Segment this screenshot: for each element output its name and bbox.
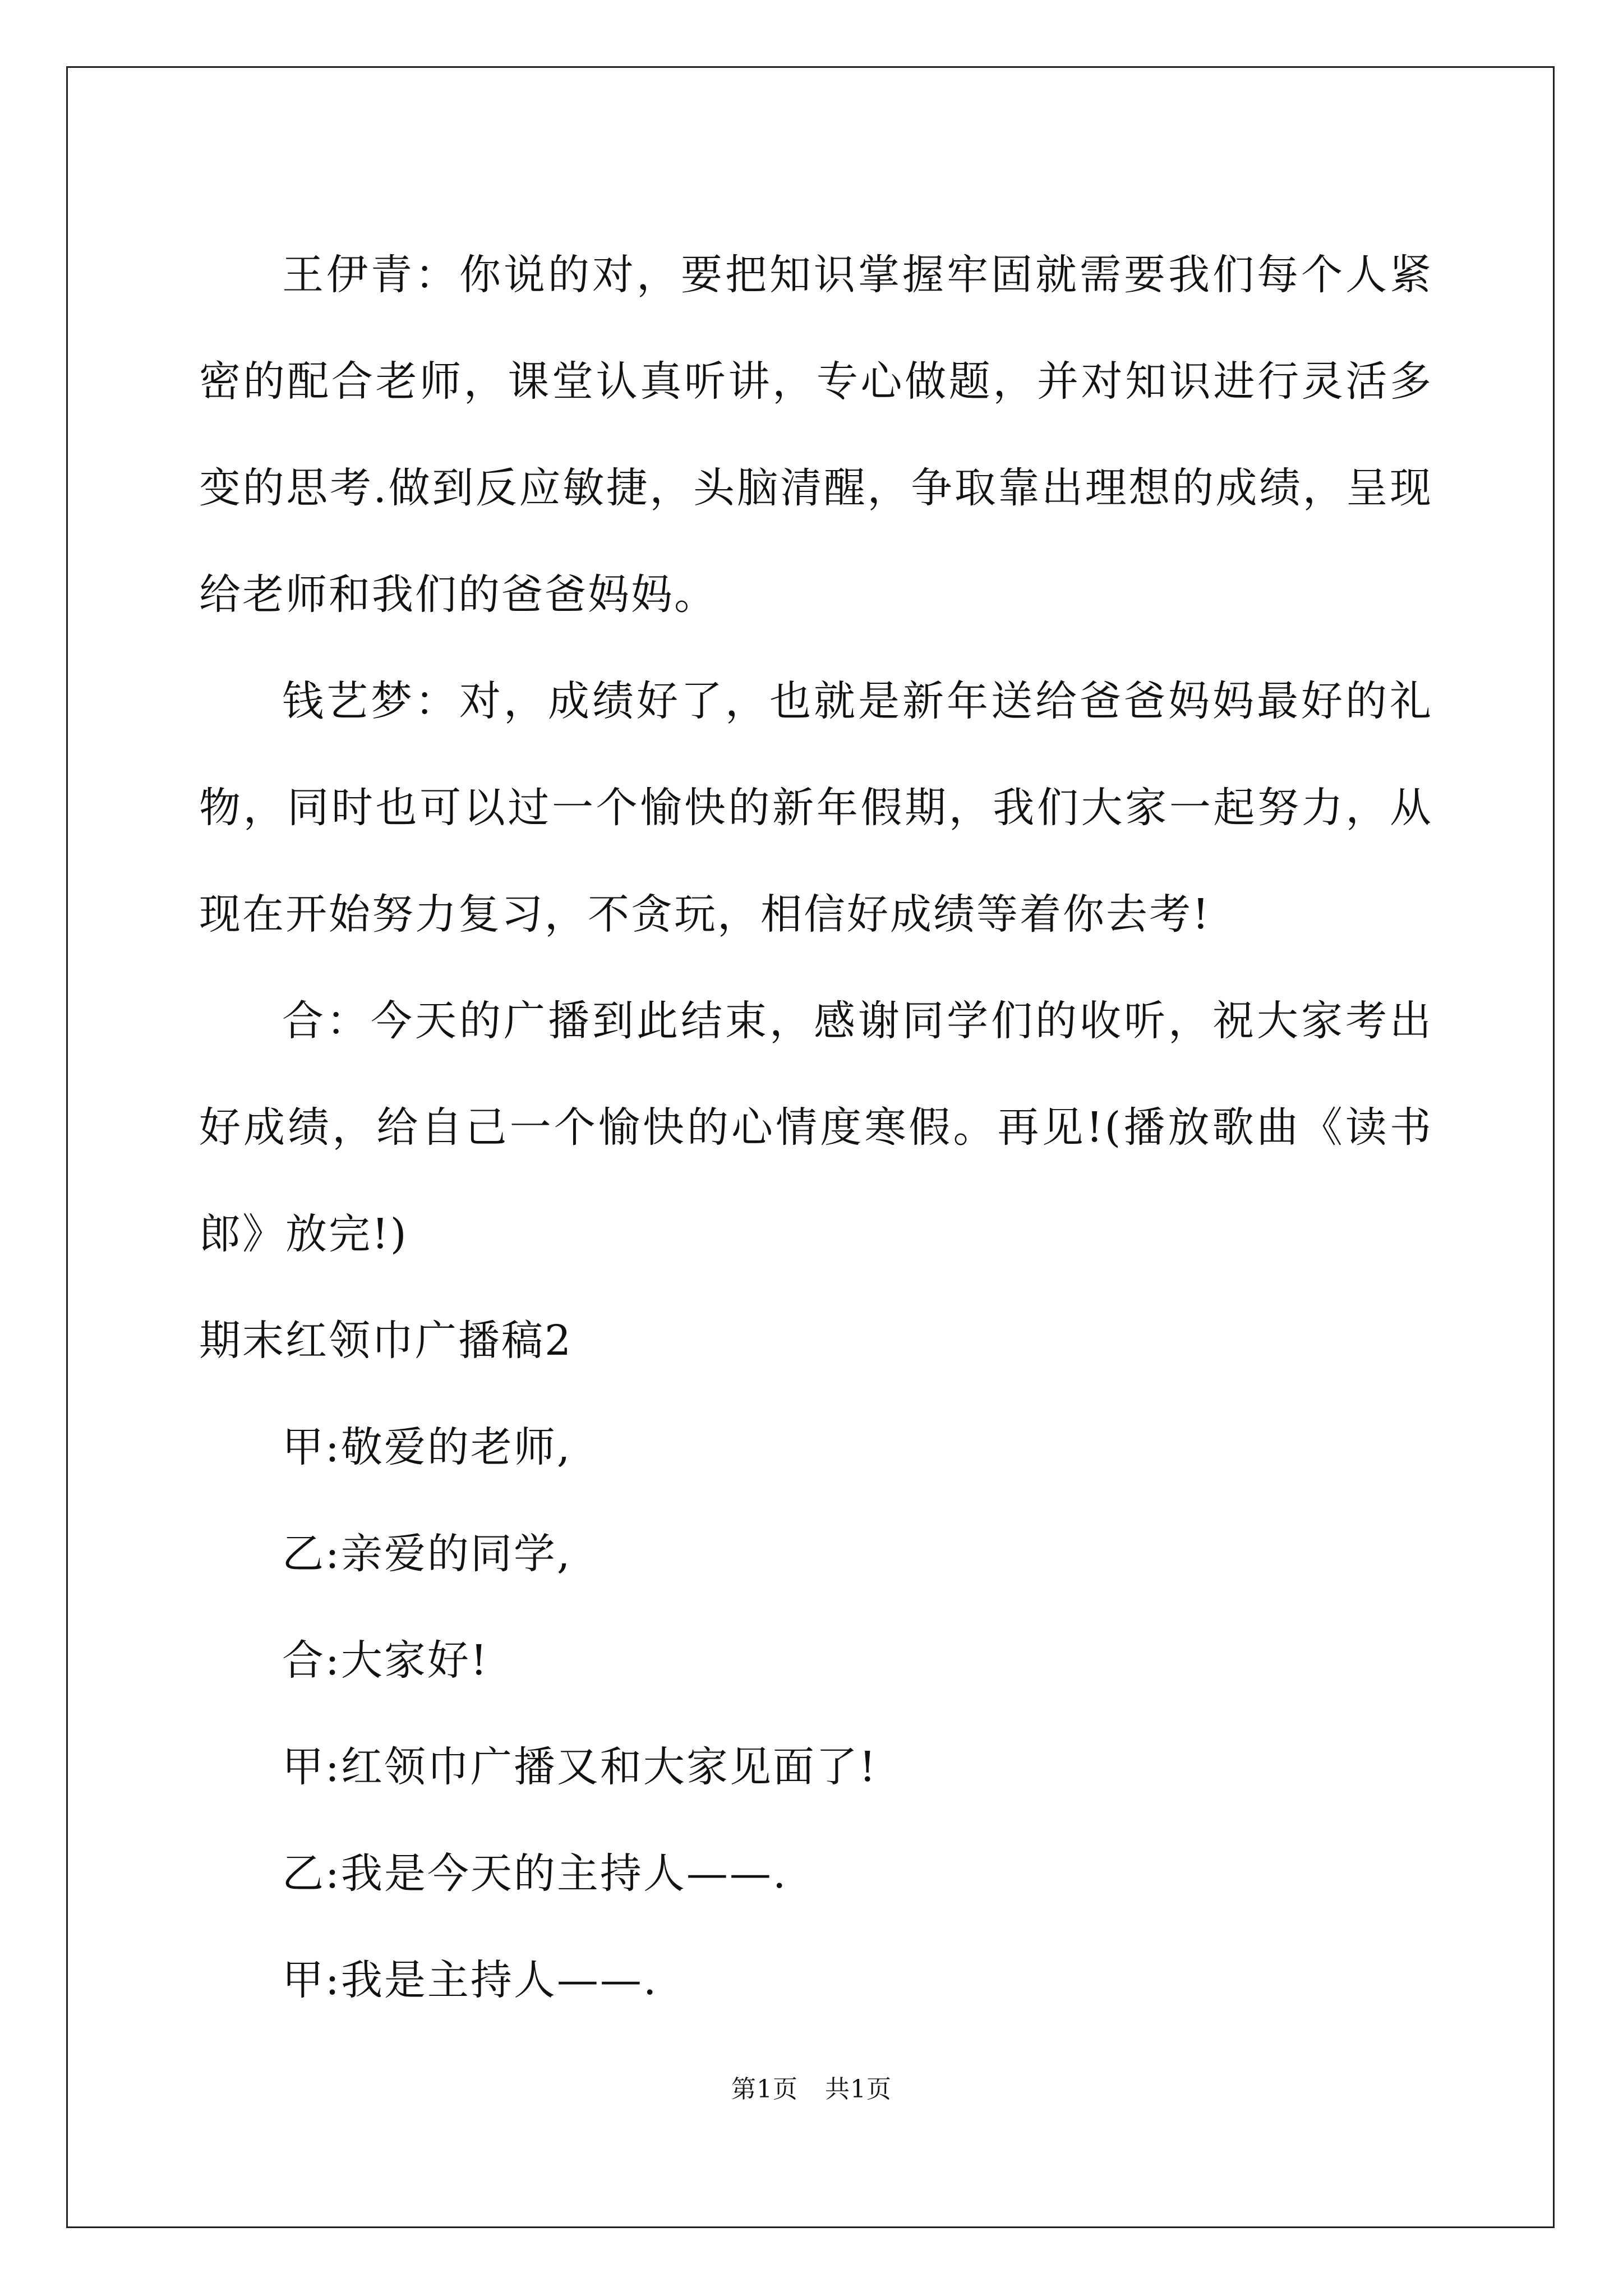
page-number: 第1页 <box>731 2075 798 2104</box>
dialogue-line: 乙:亲爱的同学, <box>282 1530 572 1578</box>
dialogue-line: 甲:红领巾广播又和大家见面了! <box>282 1743 878 1791</box>
section-heading: 期末红领巾广播稿2 <box>199 1317 573 1365</box>
paragraph-wang-yiqing: 王伊青：你说的对，要把知识掌握牢固就需要我们每个人紧密的配合老师，课堂认真听讲，专心做题，并对知识进行灵活多变的思考.做到反应敏捷，头脑清醒，争取靠出理想的成绩，呈现给老师和我们的爸爸妈妈。 <box>199 251 1433 619</box>
page-footer <box>0 2073 1623 2106</box>
document-body <box>199 222 1433 2033</box>
dialogue-line: 合:大家好! <box>282 1636 489 1685</box>
page-total: 共1页 <box>825 2075 892 2104</box>
dialogue-line: 甲:我是主持人——. <box>282 1956 658 2004</box>
paragraph-closing: 合：今天的广播到此结束，感谢同学们的收听，祝大家考出好成绩，给自己一个愉快的心情度寒假。再见!(播放歌曲《读书郎》放完!) <box>199 997 1433 1258</box>
dialogue-line: 乙:我是今天的主持人——. <box>282 1849 788 1898</box>
dialogue-line: 甲:敬爱的老师, <box>282 1423 572 1471</box>
paragraph-qian-yimeng: 钱艺梦：对，成绩好了，也就是新年送给爸爸妈妈最好的礼物，同时也可以过一个愉快的新年假期，我们大家一起努力，从现在开始努力复习，不贪玩，相信好成绩等着你去考! <box>199 677 1433 938</box>
